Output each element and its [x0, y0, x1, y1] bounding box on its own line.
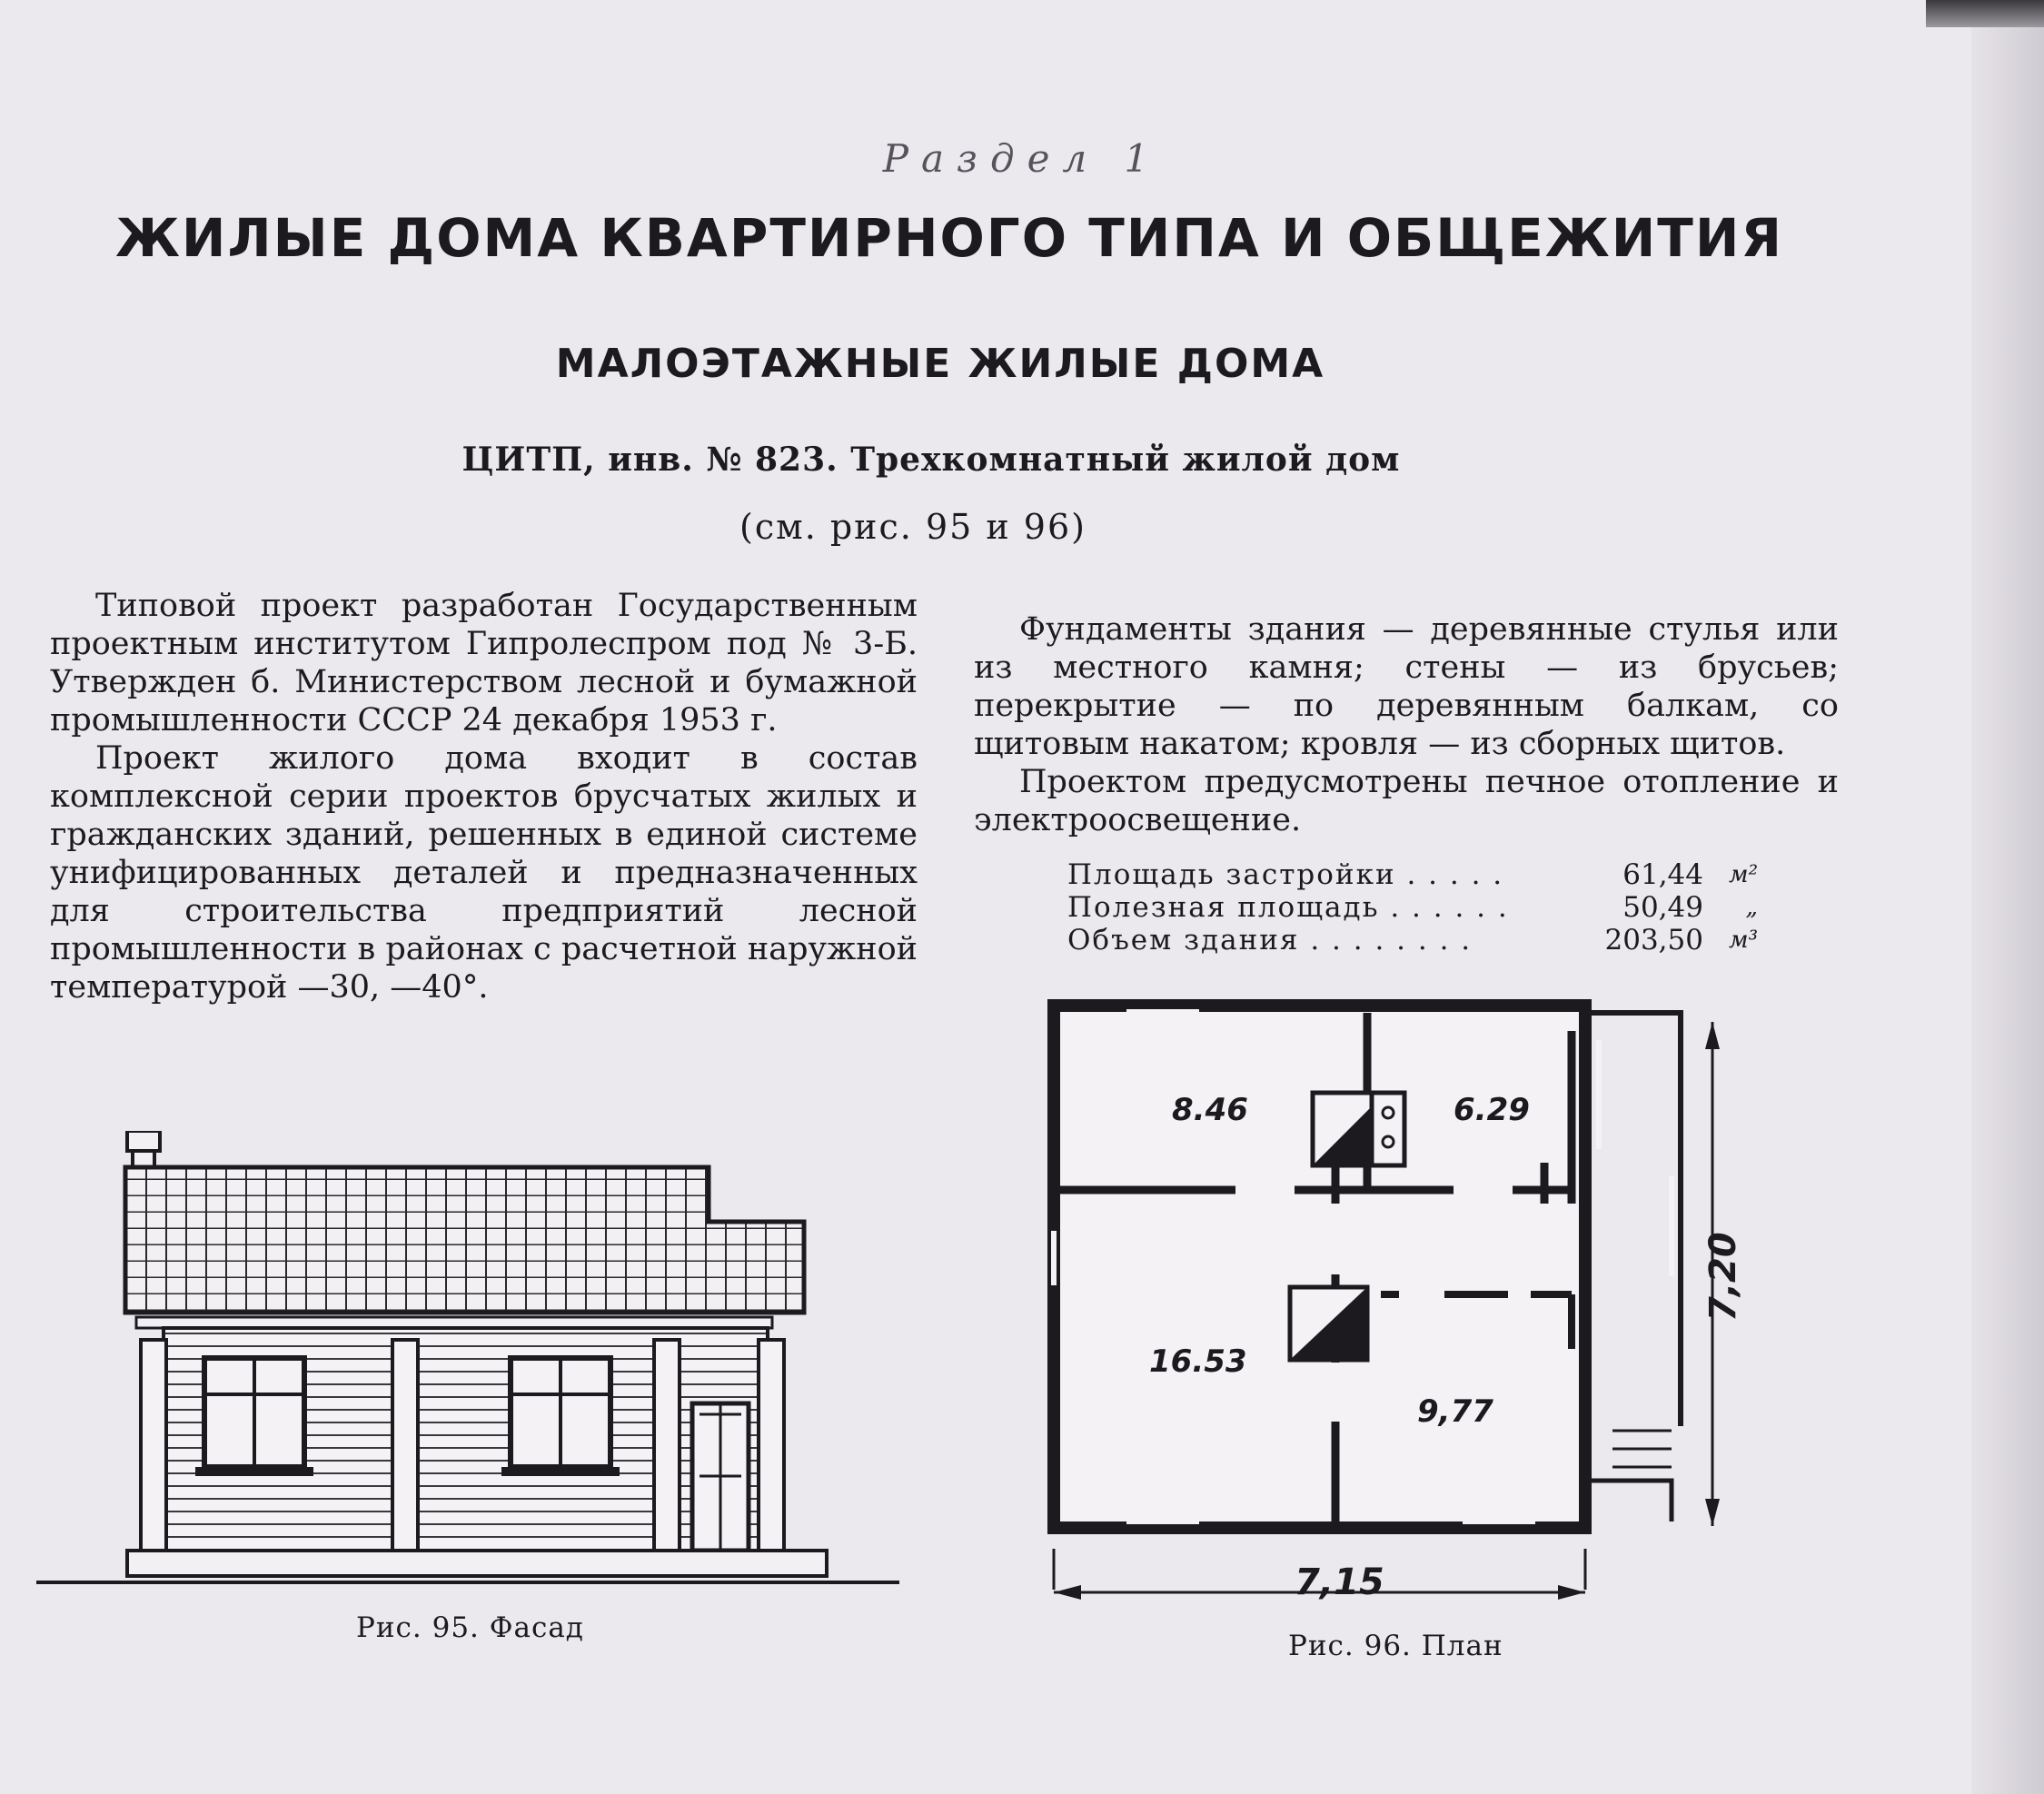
- spec-unit: „: [1745, 894, 1758, 921]
- spec-value: 61,44: [1622, 858, 1703, 891]
- project-heading: ЦИТП, инв. № 823. Трехкомнатный жилой дом: [461, 441, 1401, 479]
- paragraph: Фундаменты здания — деревянные стулья или из местного камня; стены — из брусьев; перекрытие — по деревянным балкам, со щитовым накатом; кровля — из сборных щитов.: [974, 611, 1839, 762]
- scan-corner-shadow: [1926, 0, 2044, 27]
- steps: [1612, 1431, 1672, 1467]
- facade-drawing: [36, 1131, 908, 1603]
- left-text-column: [50, 587, 918, 1006]
- room-area-label: 8.46: [1172, 1092, 1248, 1128]
- page-subtitle: МАЛОЭТАЖНЫЕ ЖИЛЫЕ ДОМА: [555, 341, 1325, 387]
- figure-caption-plan: Рис. 96. План: [1288, 1630, 1503, 1662]
- pilaster: [759, 1340, 784, 1551]
- height-dimension: 7,20: [1702, 1232, 1744, 1322]
- paragraph: Проект жилого дома входит в состав комплексной серии проектов брусчатых жилых и гражданских зданий, решенных в единой системе унифицированных деталей и предназначенных для строительства предприятий лесной промышленности в районах с расчетной наружной температурой —30, —40°.: [50, 740, 918, 1006]
- room-area-label: 9,77: [1417, 1393, 1493, 1430]
- spec-unit: м²: [1729, 861, 1758, 888]
- exterior-wall: [1054, 1006, 1585, 1528]
- chimney-cap: [127, 1131, 160, 1151]
- room-area-label: 6.29: [1454, 1092, 1530, 1128]
- specs-table: [1067, 858, 1758, 956]
- spec-unit: м³: [1729, 927, 1758, 954]
- right-text-column: [974, 610, 1839, 839]
- spec-label: Объем здания . . . . . . . .: [1067, 924, 1473, 956]
- spec-label: Полезная площадь . . . . . .: [1067, 891, 1509, 924]
- paragraph: Типовой проект разработан Государственным проектным институтом Гипролеспром под № 3-Б. Утвержден б. Министерством лесной и бумажной промышленности СССР 24 декабря 1953 г.: [50, 588, 918, 738]
- floor-plan-drawing: [1036, 986, 1790, 1640]
- paragraph: Проектом предусмотрены печное отопление и электроосвещение.: [974, 764, 1839, 838]
- spec-value: 203,50: [1604, 924, 1703, 956]
- plinth: [127, 1551, 827, 1576]
- roof: [125, 1167, 804, 1313]
- spec-label: Площадь застройки . . . . .: [1067, 858, 1504, 891]
- spec-row: [1067, 924, 1758, 956]
- room-area-label: 16.53: [1149, 1343, 1247, 1380]
- page-edge: [1971, 0, 2044, 1794]
- spec-value: 50,49: [1622, 891, 1703, 924]
- pilaster: [392, 1340, 418, 1551]
- pilaster: [141, 1340, 166, 1551]
- figure-reference: (см. рис. 95 и 96): [739, 507, 1086, 547]
- width-dimension: 7,15: [1295, 1561, 1384, 1603]
- spec-row: [1067, 891, 1758, 924]
- figure-caption-facade: Рис. 95. Фасад: [356, 1611, 584, 1644]
- section-label: Раздел 1: [882, 136, 1162, 181]
- pilaster: [654, 1340, 680, 1551]
- spec-row: [1067, 858, 1758, 891]
- page-title: ЖИЛЫЕ ДОМА КВАРТИРНОГО ТИПА И ОБЩЕЖИТИЯ: [114, 207, 1784, 269]
